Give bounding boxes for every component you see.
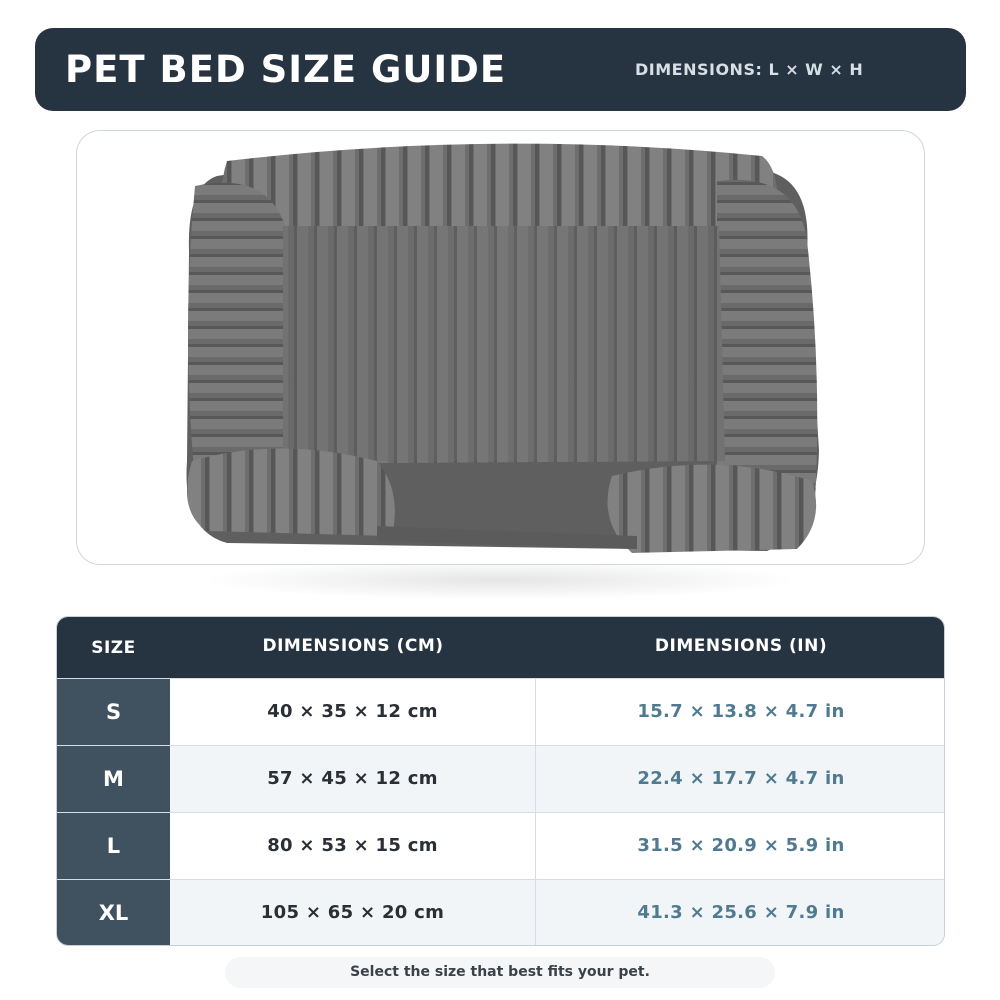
in-cell: 31.5 × 20.9 × 5.9 in bbox=[637, 835, 845, 856]
dimensions-legend: DIMENSIONS: L × W × H bbox=[635, 60, 864, 79]
cm-cell: 57 × 45 × 12 cm bbox=[170, 746, 536, 813]
table-row bbox=[57, 879, 945, 946]
header-size: SIZE bbox=[91, 638, 136, 658]
image-shadow bbox=[200, 560, 800, 600]
header-dimensions-in: DIMENSIONS (IN) bbox=[654, 636, 828, 656]
product-image-card bbox=[76, 130, 925, 565]
page-title: PET BED SIZE GUIDE bbox=[65, 48, 507, 91]
table-row bbox=[57, 745, 945, 812]
table-header bbox=[57, 617, 945, 678]
pet-bed-icon bbox=[77, 131, 925, 565]
table-row bbox=[57, 812, 945, 879]
size-cell: XL bbox=[57, 880, 170, 946]
table-row bbox=[57, 678, 945, 745]
cm-cell: 105 × 65 × 20 cm bbox=[170, 880, 536, 946]
cm-cell: 80 × 53 × 15 cm bbox=[170, 813, 536, 880]
in-cell: 15.7 × 13.8 × 4.7 in bbox=[637, 701, 845, 722]
in-cell: 22.4 × 17.7 × 4.7 in bbox=[637, 768, 845, 789]
size-cell: M bbox=[57, 746, 170, 813]
header-banner bbox=[35, 28, 966, 111]
header-dimensions-cm: DIMENSIONS (CM) bbox=[262, 636, 444, 656]
size-cell: S bbox=[57, 679, 170, 746]
footer-note: Select the size that best fits your pet. bbox=[225, 957, 775, 988]
cm-cell: 40 × 35 × 12 cm bbox=[170, 679, 536, 746]
in-cell: 41.3 × 25.6 × 7.9 in bbox=[637, 902, 845, 923]
size-cell: L bbox=[57, 813, 170, 880]
size-table bbox=[56, 616, 945, 946]
